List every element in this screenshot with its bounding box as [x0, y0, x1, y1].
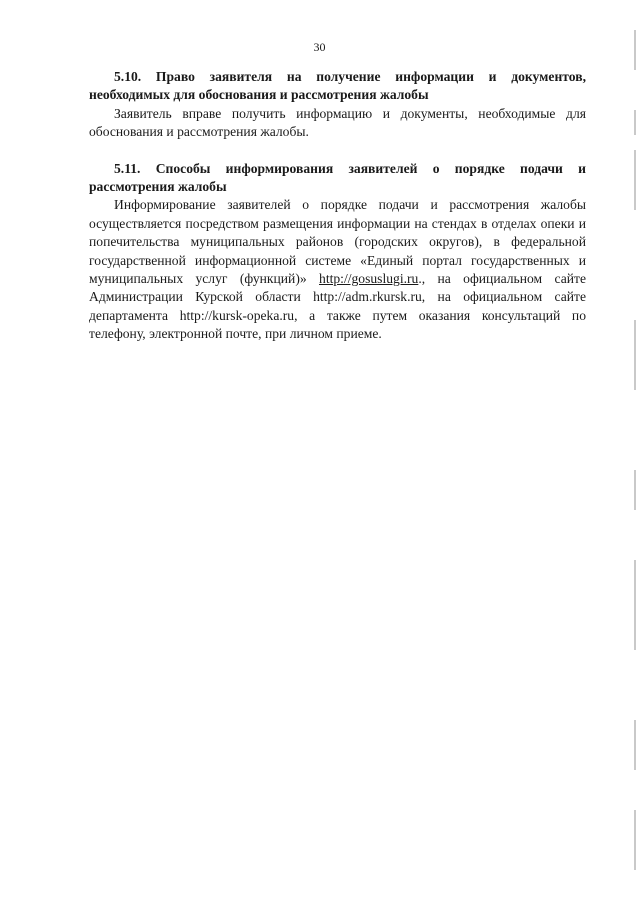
scan-edge-artifact [625, 0, 639, 897]
section-paragraph: Заявитель вправе получить информацию и документы, необходимые для обоснования и рассмотрения жалобы. [89, 105, 586, 140]
section-heading: 5.11. Способы информирования заявителей о порядке подачи и рассмотрения жалобы [89, 160, 586, 195]
section-5-11 [89, 160, 586, 344]
section-paragraph [89, 196, 586, 343]
paragraph-text: Информирование заявителей о порядке подачи и рассмотрения жалобы осуществляется посредством размещения информации на стендах в отделах опеки и попечительства муниципальных районов (городских округов), в федеральной государственной информационной системе «Единый портал государственных и муниципальных услуг (функций)» [89, 197, 586, 287]
section-heading: 5.10. Право заявителя на получение информации и документов, необходимых для обоснования и рассмотрения жалобы [89, 69, 586, 103]
paragraph-text: ., на официальном сайте Администрации Курской области http://adm.rkursk.ru, на официальном сайте департамента http://kursk-opeka.ru, а также путем оказания консультаций по телефону, электронной почте, при личном приеме. [89, 271, 586, 342]
document-body [89, 68, 586, 344]
section-5-10 [89, 68, 586, 142]
page-number: 30 [313, 40, 326, 54]
gosuslugi-link[interactable]: http://gosuslugi.ru [319, 271, 419, 287]
